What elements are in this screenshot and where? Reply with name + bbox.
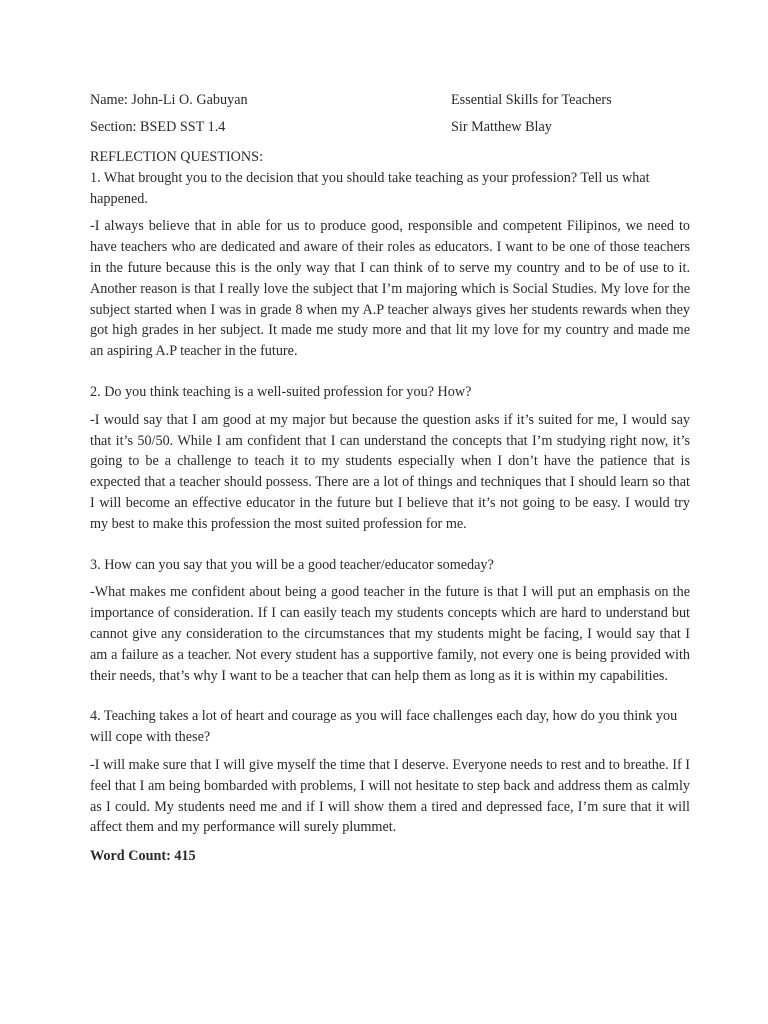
section-label: Section: BSED SST 1.4 [90, 119, 226, 135]
header-row-name [90, 90, 690, 110]
answer-2: -I would say that I am good at my major but because the question asks if it’s suited for me, I would say that it’s 50/50. While I am confident that I can understand the concepts that I’m studying right now, it’s going to be a challenge to teach it to my students especially when I don’t have the patience that is expected that a teacher should possess. There are a lot of things and techniques that I should learn so that I will become an effective educator in the future but I believe that it’s not going to be easy. I would try my best to make this profession the most suited profession for me. [90, 411, 690, 532]
question-block-4 [90, 706, 690, 838]
answer-1: -I always believe that in able for us to produce good, responsible and competent Filipinos, we need to have teachers who are dedicated and aware of their roles as educators. I want to be one of those teachers in the future because this is the only way that I can think of to serve my country and to be of use to it. Another reason is that I really love the subject that I’m majoring which is Social Studies. My love for the subject started when I was in grade 8 when my A.P teacher always gives her students rewards when they got high grades in her subject. It made me study more and that lit my love for my country and made me an aspiring A.P teacher in the future. [90, 218, 690, 360]
reflection-title: REFLECTION QUESTIONS: [90, 149, 264, 165]
document-page [90, 90, 690, 867]
answer-3: -What makes me confident about being a good teacher in the future is that I will put an emphasis on the importance of consideration. If I can easily teach my students concepts which are hard to understand but cannot give any consideration to the circumstances that my students might be facing, I would say that I am a failure as a teacher. Not every student has a supportive family, not every one is being provided with their needs, that’s why I want to be a teacher that can help them as long as it is within my capabilities. [90, 584, 690, 684]
course-title: Essential Skills for Teachers [451, 92, 612, 108]
question-block-3 [90, 555, 690, 687]
student-name: Name: John-Li O. Gabuyan [90, 92, 248, 108]
answer-4: -I will make sure that I will give myself the time that I deserve. Everyone needs to rest and to breathe. If I feel that I am being bombarded with problems, I will not hesitate to step back and address them as calmly as I could. My students need me and if I will show them a tired and depressed face, I’m sure that it will affect them and my performance will surely plummet. [90, 756, 690, 836]
spacer [90, 686, 690, 706]
instructor-name: Sir Matthew Blay [451, 119, 552, 135]
question-4: 4. Teaching takes a lot of heart and courage as you will face challenges each day, how do you think you will cope with these? [90, 708, 678, 746]
question-3: 3. How can you say that you will be a good teacher/educator someday? [90, 556, 494, 573]
header-row-section [90, 117, 690, 137]
question-2: 2. Do you think teaching is a well-suited profession for you? How? [90, 383, 472, 400]
question-1: 1. What brought you to the decision that you should take teaching as your profession? Tell us what happened. [90, 169, 650, 207]
spacer [90, 362, 690, 382]
question-block-2 [90, 382, 690, 535]
spacer [90, 535, 690, 555]
question-block-1 [90, 168, 690, 362]
word-count: Word Count: 415 [90, 848, 196, 865]
